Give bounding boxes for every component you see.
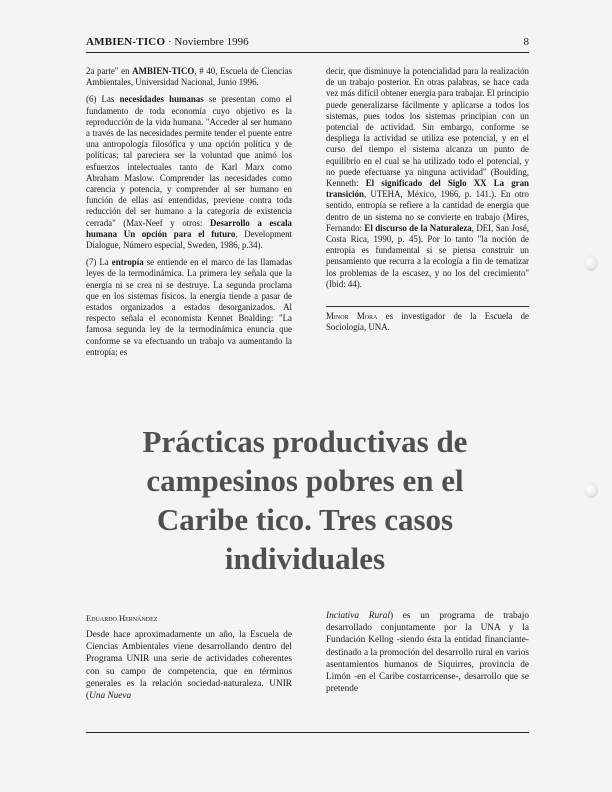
article-body-left: Desde hace aproximadamente un año, la Escuela de Ciencias Ambientales viene desarrollando dentro del Programa UNIR una serie de actividades coherentes con su campo de competencia, que en términos generales es la relación sociedad-naturaleza. UNIR (Una Nueva	[86, 630, 292, 702]
article-body-right: Inciativa Rural) es un programa de trabajo desarrollado conjuntamente por la UNA y la Fundación Kellog -siendo ésta la entidad financiante- destinado a la promoción del desarrollo rural en varios asentamientos humanos de Siquirres, provincia de Limón -en el Caribe costarricense-, desarrollo que se pretende	[326, 611, 530, 695]
note-7-continuation: decir, que disminuye la potencialidad para la realización de un trabajo posterior. En otras palabras, se hace cada vez más difícil obtener energía para trabajar. El principio puede generalizarse fácilmente y aplicarse a todos los sistemas, pues todos los sistemas principian con un potencial de actividad. Sin embargo, conforme se despliega la actividad se utiliza ese potencial, y en el curso del tiempo el sistema alcanza un punto de equilibrio en el cual se ha utilizado todo el potencial, y no puede efectuarse ya ninguna actividad" (Boulding, Kenneth: El significado del Siglo XX La gran transición, UTEHA, México, 1966, p. 141.). En otro sentido, entropía se refiere a la cantidad de energía que dentro de un sistema no se convierte en trabajo (Mires, Fernando: El discurso de la Naturaleza, DEI, San José, Costa Rica, 1990, p. 45). Por lo tanto "la noción de entropía es fundamental si se piensa construir un pensamiento que recurra a la ecología a fin de tematizar los problemas de la escasez, y no los del crecimiento" (Ibid: 44).	[326, 66, 529, 289]
note-7: (7) La entropía se entiende en el marco de las llamadas leyes de la termodinámica. La primera ley señala que la energía ni se crea ni se destruye. La segunda proclama que en los sistemas físicos. la energía tiende a pasar de estados organizados a estados desorganizados. Al respecto señala el economista Kennet Boalding: "La famosa segunda ley de la termodinámica enuncia que conforme se va efectuando un trabajo va aumentando la entropía; es	[86, 257, 292, 357]
binder-hole-top	[584, 255, 598, 271]
left-column-notes	[86, 66, 292, 364]
page-number: 8	[523, 36, 529, 48]
article-title: Prácticas productivas de campesinos pobres en el Caribe tico. Tres casos individuales	[142, 424, 468, 576]
note-6: (6) Las necesidades humanas se presentan como el fundamento de toda economía cuyo objetivo es la reproducción de la vida humana. "Acceder al ser humano a través de las necesidades permite tender el puente entre una antropología filosófica y una opción política y de políticas; tal pareciera ser la voluntad que animó los esfuerzos intelectuales tanto de Karl Marx como Abraham Maslow. Comprender las necesidades como carencia y potencia, y comprender al ser humano en función de ellas así entendidas, previene contra toda reducción del ser humano a la categoría de existencia cerrada" (Max-Neef y otros: Desarrollo a escala humana Un opción para el futuro, Development Dialogue, Número especial, Sweden, 1986, p.34).	[86, 94, 293, 251]
author-note: Minor Mora es investigador de la Escuela de Sociología, UNA.	[326, 306, 529, 333]
article-byline: Eduardo Hernández	[86, 613, 158, 623]
bottom-rule	[86, 732, 529, 733]
journal-title: AMBIEN-TICO · Noviembre 1996	[86, 36, 249, 48]
page-header	[86, 34, 529, 53]
note-5-continuation: 2a parte" en AMBIEN-TICO, # 40, Escuela de Ciencias Ambientales, Universidad Nacional, Junio 1996.	[86, 66, 292, 88]
author-name: Minor Mora	[326, 311, 378, 322]
right-column-notes	[326, 66, 529, 333]
binder-hole-middle	[584, 482, 598, 498]
